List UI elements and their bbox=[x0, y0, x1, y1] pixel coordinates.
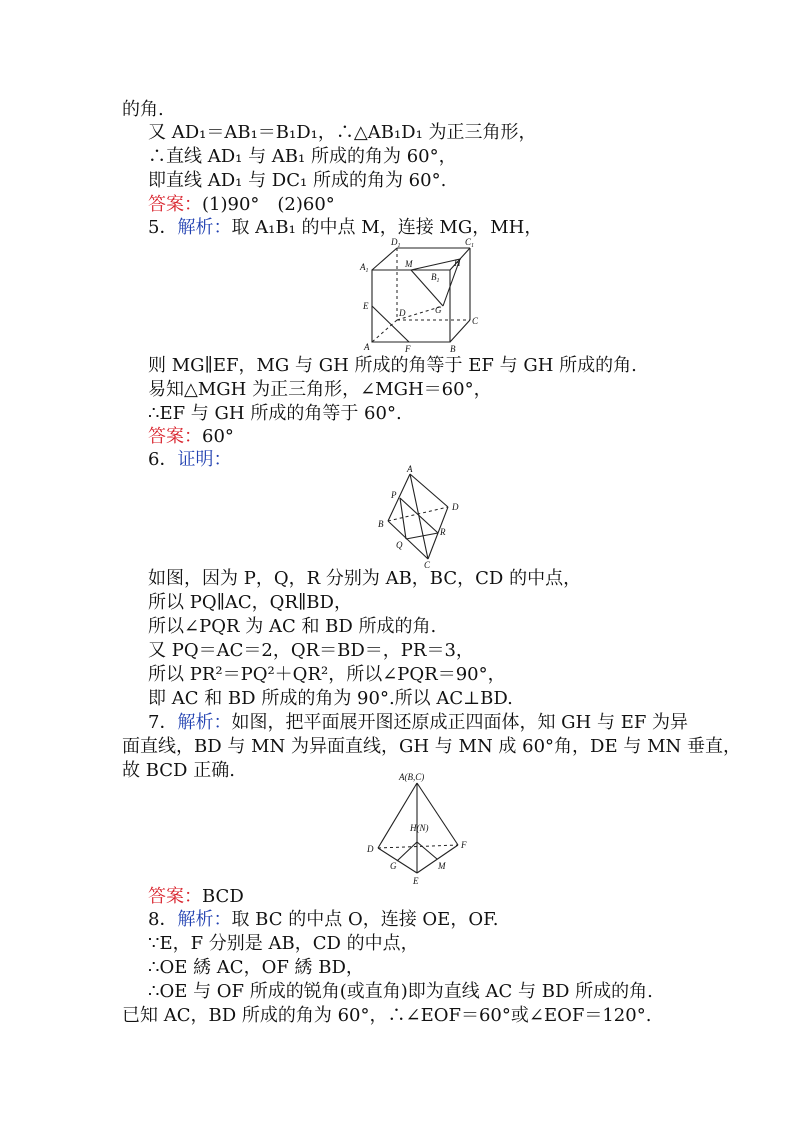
item-text: 取 BC 的中点 O，连接 OE，OF. bbox=[231, 909, 499, 930]
cube-figure bbox=[355, 236, 485, 354]
analysis-label: 解析： bbox=[177, 217, 232, 238]
line-23: ∵E，F 分别是 AB，CD 的中点， bbox=[148, 933, 419, 954]
label-C: C bbox=[472, 316, 479, 326]
line-9: ∴EF 与 GH 所成的角等于 60°. bbox=[148, 403, 402, 424]
item-number: 8． bbox=[148, 909, 178, 930]
label-C: C bbox=[424, 560, 431, 570]
item-number: 7． bbox=[148, 712, 178, 733]
label-D: D bbox=[367, 844, 374, 854]
answer-line-2 bbox=[148, 425, 234, 449]
answer-label: 答案： bbox=[148, 194, 202, 215]
answer-text: BCD bbox=[202, 886, 244, 907]
answer-label: 答案： bbox=[148, 426, 202, 447]
label-F: F bbox=[461, 840, 467, 850]
line-4: 即直线 AD₁ 与 DC₁ 所成的角为 60°. bbox=[148, 170, 447, 191]
label-C1: $C_1$ bbox=[465, 237, 475, 249]
line-26: 已知 AC，BD 所成的角为 60°，∴∠EOF＝60°或∠EOF＝120°. bbox=[122, 1005, 652, 1026]
label-D: D bbox=[452, 502, 459, 512]
answer-label: 答案： bbox=[148, 886, 202, 907]
line-17: 即 AC 和 BD 所成的角为 90°.所以 AC⊥BD. bbox=[148, 688, 513, 709]
line-20: 故 BCD 正确. bbox=[122, 760, 235, 781]
line-7: 则 MG∥EF，MG 与 GH 所成的角等于 EF 与 GH 所成的角. bbox=[148, 355, 637, 376]
analysis-label: 解析： bbox=[177, 712, 232, 733]
label-R: R bbox=[440, 527, 446, 537]
label-P: P bbox=[391, 490, 397, 500]
label-Q: Q bbox=[396, 540, 403, 550]
item-6-header bbox=[148, 448, 231, 472]
line-1: 的角. bbox=[122, 99, 164, 120]
item-8-header bbox=[148, 908, 499, 932]
line-16: 所以 PR²＝PQ²＋QR²，所以∠PQR＝90°， bbox=[148, 664, 506, 685]
answer-text: (1)90° (2)60° bbox=[202, 194, 335, 215]
label-B: B bbox=[450, 344, 456, 354]
label-F: F bbox=[405, 344, 411, 354]
line-2: 又 AD₁＝AB₁＝B₁D₁，∴△AB₁D₁ 为正三角形， bbox=[148, 122, 537, 143]
line-19: 面直线，BD 与 MN 为异面直线，GH 与 MN 成 60°角，DE 与 MN 垂直， bbox=[122, 736, 741, 757]
label-A: A bbox=[364, 342, 370, 352]
answer-line-3 bbox=[148, 885, 244, 909]
item-text: 取 A₁B₁ 的中点 M，连接 MG，MH， bbox=[231, 217, 543, 238]
item-number: 5． bbox=[148, 217, 178, 238]
label-A1: $A_1$ bbox=[360, 262, 369, 274]
label-G: G bbox=[390, 861, 397, 871]
item-text: 如图，把平面展开图还原成正四面体，知 GH 与 EF 为异 bbox=[231, 712, 689, 733]
line-8: 易知△MGH 为正三角形，∠MGH＝60°， bbox=[148, 379, 492, 400]
line-12: 如图，因为 P，Q，R 分别为 AB，BC，CD 的中点， bbox=[148, 568, 582, 589]
label-H-N: H(N) bbox=[410, 823, 429, 833]
tetra-net-figure bbox=[360, 770, 480, 888]
line-24: ∴OE 綉 AC，OF 綉 BD， bbox=[148, 957, 364, 978]
line-14: 所以∠PQR 为 AC 和 BD 所成的角. bbox=[148, 616, 437, 637]
label-B1: $B_1$ bbox=[431, 272, 440, 284]
proof-label: 证明： bbox=[177, 449, 232, 470]
label-G: G bbox=[435, 305, 442, 315]
label-M: M bbox=[438, 861, 446, 871]
line-3: ∴直线 AD₁ 与 AB₁ 所成的角为 60°， bbox=[148, 146, 457, 167]
label-A: A bbox=[407, 465, 413, 474]
label-E: E bbox=[413, 876, 419, 886]
label-B: B bbox=[378, 519, 384, 529]
line-13: 所以 PQ∥AC，QR∥BD， bbox=[148, 592, 352, 613]
item-number: 6． bbox=[148, 449, 178, 470]
label-E: E bbox=[363, 301, 369, 311]
label-D: D bbox=[399, 308, 406, 318]
line-25: ∴OE 与 OF 所成的锐角(或直角)即为直线 AC 与 BD 所成的角. bbox=[148, 981, 653, 1002]
label-A-B-C: A(B,C) bbox=[399, 772, 425, 782]
item-7-header bbox=[148, 711, 688, 735]
label-H: H bbox=[454, 258, 461, 268]
answer-line-1 bbox=[148, 193, 335, 217]
tetrahedron-figure bbox=[372, 465, 467, 570]
label-D1: $D_1$ bbox=[391, 237, 401, 249]
label-M: M bbox=[405, 259, 413, 269]
analysis-label: 解析： bbox=[177, 909, 232, 930]
line-15: 又 PQ＝AC＝2，QR＝BD＝，PR＝3， bbox=[148, 640, 474, 661]
answer-text: 60° bbox=[202, 426, 234, 447]
